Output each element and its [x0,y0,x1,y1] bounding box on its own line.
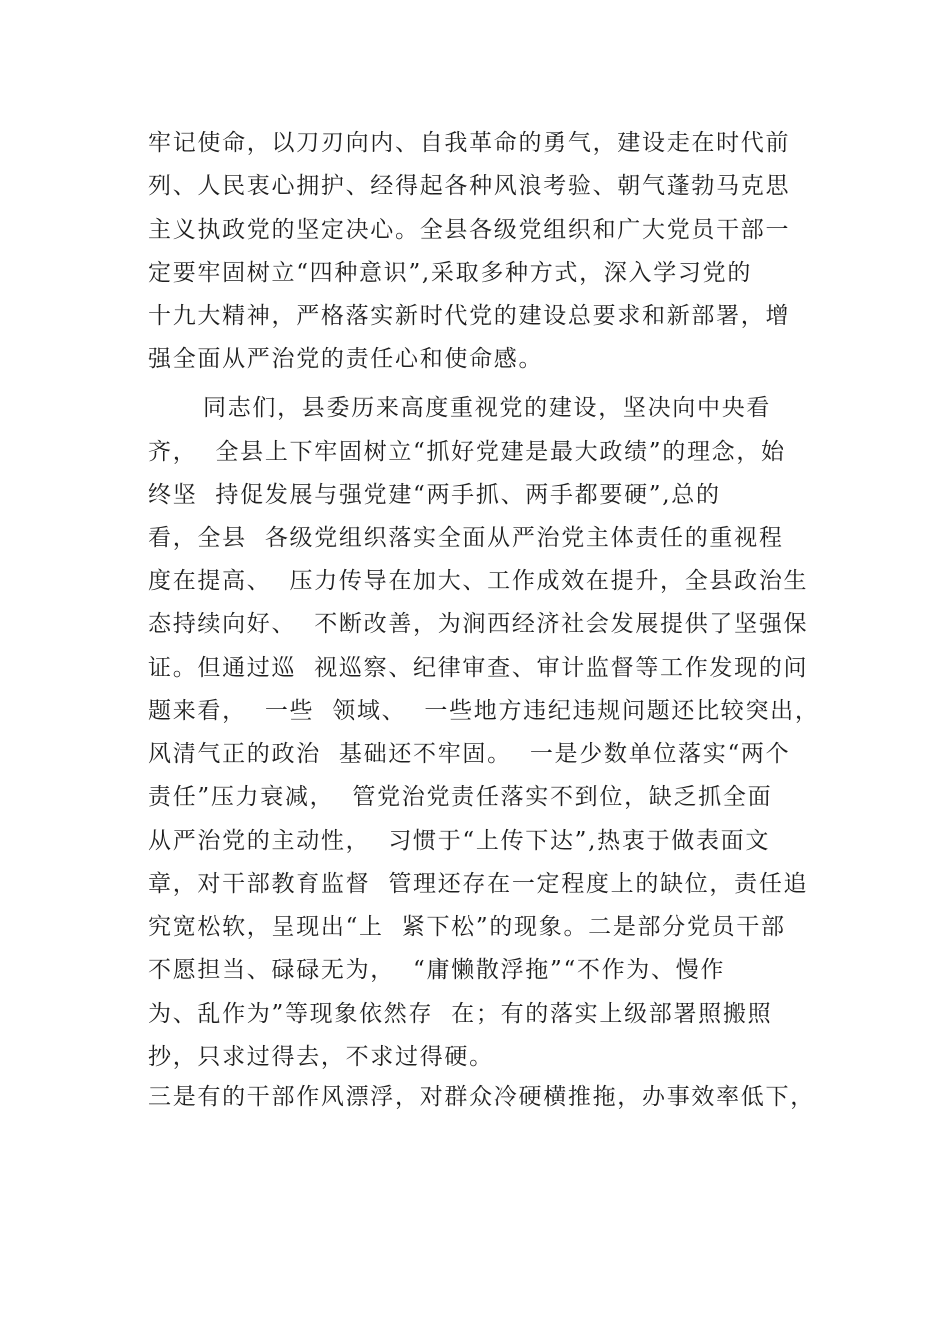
text-line: 牢记使命，以刀刃向内、自我革命的勇气，建设走在时代前 [148,130,791,156]
text-line: 证。但通过巡 视巡察、纪律审查、审计监督等工作发现的问 [148,655,809,681]
text-line: 齐， 全县上下牢固树立“抓好党建是最大政绩”的理念，始 [148,439,786,465]
text-line: 三是有的干部作风漂浮，对群众冷硬横推拖，办事效率低下， [148,1084,815,1110]
text-line: 究宽松软，呈现出“上 紧下松”的现象。二是部分党员干部 [148,914,786,940]
text-line: 责任”压力衰减， 管党治党责任落实不到位，缺乏抓全面 [148,784,773,810]
text-line: 强全面从严治党的责任心和使命感。 [148,346,544,372]
text-line: 态持续向好、 不断改善，为涧西经济社会发展提供了坚强保 [148,611,809,637]
text-line: 十九大精神，严格落实新时代党的建设总要求和新部署，增 [148,303,791,329]
text-line: 终坚 持促发展与强党建“两手抓、两手都要硬”,总的 [148,482,721,508]
text-line: 章，对干部教育监督 管理还存在一定程度上的缺位，责任追 [148,871,809,897]
text-line: 从严治党的主动性， 习惯于“上传下达”,热衷于做表面文 [148,828,771,854]
text-line: 同志们，县委历来高度重视党的建设，坚决向中央看 [203,395,772,421]
text-line: 主义执政党的坚定决心。全县各级党组织和广大党员干部一 [148,217,791,243]
text-line: 为、乱作为”等现象依然存 在；有的落实上级部署照搬照 [148,1001,773,1027]
text-line: 不愿担当、碌碌无为， “庸懒散浮拖”“不作为、慢作 [148,957,726,983]
text-line: 抄，只求过得去，不求过得硬。 [148,1044,494,1070]
text-line: 题来看， 一些 领域、 一些地方违纪违规问题还比较突出， [148,698,820,724]
text-line: 定要牢固树立“四种意识”,采取多种方式，深入学习党的 [148,260,753,286]
text-line: 风清气正的政治 基础还不牢固。 一是少数单位落实“两个 [148,741,791,767]
text-line: 列、人民衷心拥护、经得起各种风浪考验、朝气蓬勃马克思 [148,173,791,199]
text-line: 度在提高、 压力传导在加大、工作成效在提升，全县政治生 [148,568,809,594]
text-line: 看，全县 各级党组织落实全面从严治党主体责任的重视程 [148,525,784,551]
